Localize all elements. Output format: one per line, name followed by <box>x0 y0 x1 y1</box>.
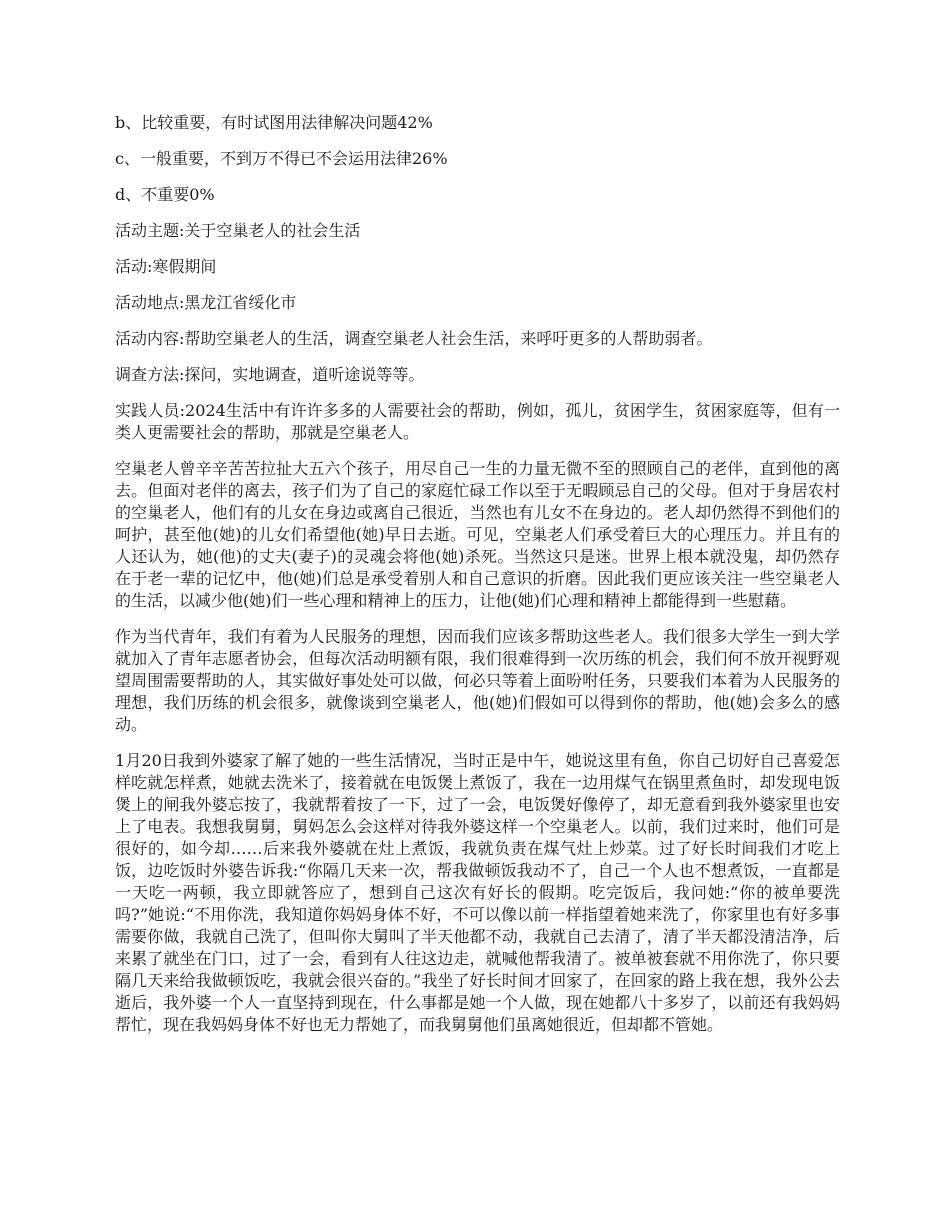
survey-option-d: d、不重要0% <box>115 185 215 204</box>
activity-time: 活动:寒假期间 <box>115 257 217 276</box>
survey-option-c: c、一般重要，不到万不得已不会运用法律26% <box>115 149 448 168</box>
survey-option-b: b、比较重要，有时试图用法律解决问题42% <box>115 113 433 132</box>
activity-location: 活动地点:黑龙江省绥化市 <box>115 293 297 312</box>
body-paragraph-2: 作为当代青年，我们有着为人民服务的理想，因而我们应该多帮助这些老人。我们很多大学生一到大学就加入了青年志愿者协会，但每次活动明额有限，我们很难得到一次历练的机会，我们何不放开视野观望周围需要帮助的人，其实做好事处处可以做，何必只等着上面吩咐任务，只要我们本着为人民服务的理想，我们历练的机会很多，就像谈到空巢老人，他(她)们假如可以得到你的帮助，他(她)会多么的感动。 <box>115 627 840 734</box>
body-paragraph-1: 空巢老人曾辛辛苦苦拉扯大五六个孩子，用尽自己一生的力量无微不至的照顾自己的老伴，直到他的离去。但面对老伴的离去，孩子们为了自己的家庭忙碌工作以至于无暇顾忌自己的父母。但对于身居农村的空巢老人，他们有的儿女在身边或离自己很近，当然也有儿女不在身边的。老人却仍然得不到他们的呵护，甚至他(她)的儿女们希望他(她)早日去逝。可见，空巢老人们承受着巨大的心理压力。并且有的人还认为，她(他)的丈夫(妻子)的灵魂会将他(她)杀死。当然这只是迷。世界上根本就没鬼，却仍然存在于老一辈的记忆中，他(她)们总是承受着别人和自己意识的折磨。因此我们更应该关注一些空巢老人的生活，以减少他(她)们一些心理和精神上的压力，让他(她)们心理和精神上都能得到一些慰藉。 <box>115 459 840 610</box>
document-body <box>115 112 840 1050</box>
activity-content: 活动内容:帮助空巢老人的生活，调查空巢老人社会生活，来呼吁更多的人帮助弱者。 <box>115 329 713 348</box>
practice-personnel: 实践人员:2024生活中有许许多多的人需要社会的帮助，例如，孤儿，贫困学生，贫困家庭等，但有一类人更需要社会的帮助，那就是空巢老人。 <box>115 401 840 442</box>
body-paragraph-3: 1月20日我到外婆家了解了她的一些生活情况，当时正是中午，她说这里有鱼，你自己切好自己喜爱怎样吃就怎样煮，她就去洗米了，接着就在电饭煲上煮饭了，我在一边用煤气在锅里煮鱼时，却发现电饭煲上的闸我外婆忘按了，我就帮着按了一下，过了一会，电饭煲好像停了，却无意看到我外婆家里也安上了电表。我想我舅舅，舅妈怎么会这样对待我外婆这样一个空巢老人。以前，我们过来时，他们可是很好的，如今却……后来我外婆就在灶上煮饭，我就负责在煤气灶上炒菜。过了好长时间我们才吃上饭，边吃饭时外婆告诉我:“你隔几天来一次，帮我做顿饭我动不了，自己一个人也不想煮饭，一直都是一天吃一两顿，我立即就答应了，想到自己这次有好长的假期。吃完饭后，我问她:“你的被单要洗吗?”她说:“不用你洗，我知道你妈妈身体不好，不可以像以前一样指望着她来洗了，你家里也有好多事需要你做，我就自己洗了，但叫你大舅叫了半天他都不动，我就自己去清了，清了半天都没清洁净，后来累了就坐在门口，过了一会，看到有人往这边走，就喊他帮我清了。被单被套就不用你洗了，你只要隔几天来给我做顿饭吃，我就会很兴奋的。”我坐了好长时间才回家了，在回家的路上我在想，我外公去逝后，我外婆一个人一直坚持到现在，什么事都是她一个人做，现在她都八十多岁了，以前还有我妈妈帮忙，现在我妈妈身体不好也无力帮她了，而我舅舅他们虽离她很近，但却都不管她。 <box>115 751 840 1034</box>
survey-method: 调查方法:探问，实地调查，道听途说等等。 <box>115 365 425 384</box>
activity-theme: 活动主题:关于空巢老人的社会生活 <box>115 221 361 240</box>
